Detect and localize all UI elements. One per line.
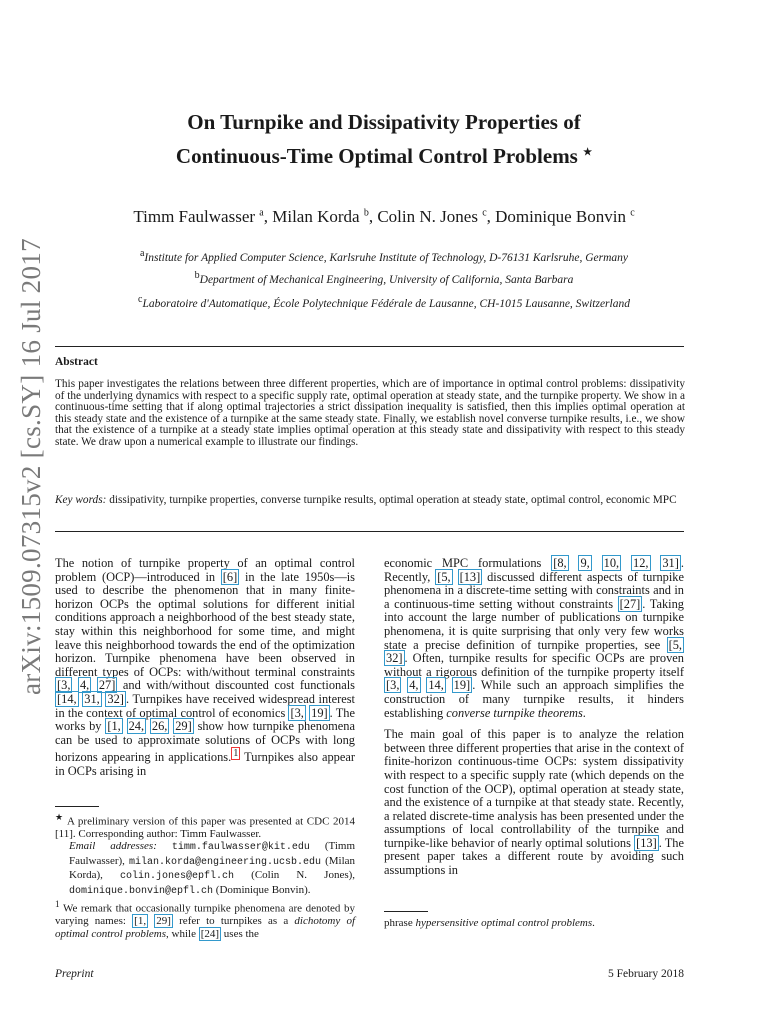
- citation-link[interactable]: [6]: [222, 569, 238, 584]
- affiliation-text: Laboratoire d'Automatique, École Polytechnique Fédérale de Lausanne, CH-1015 Lausanne, Switzerland: [142, 297, 630, 310]
- citation-link[interactable]: [24]: [200, 927, 220, 940]
- affiliation-mark: b: [194, 270, 200, 281]
- citation-link[interactable]: [27]: [619, 596, 641, 611]
- intro-paragraph: The notion of turnpike property of an optimal control problem (OCP)—introduced in [6] in the late 1950s—is used to describe the phenomenon that in many finite-horizon OCPs the optimal solutions for different initial conditions approach a neighborhood of the best steady state, stay within this neighborhood for some time, and might leave this neighborhood towards the end of the optimization horizon. Turnpike phenomena have been observed in different types of OCPs: with/without terminal constraints [3, 4, 27] and with/without discounted cost functionals [14, 31, 32] . Turnpikes have received widespread interest in the context of optimal control of economics [3, 19] . The works by [1, 24, 26, 29] show how turnpike phenomena can be used to approximate solutions of OCPs with long horizons appearing in applications. $^1$ Turnpikes also appear in OCPs arising in: [55, 556, 355, 779]
- citation-link[interactable]: [1,: [134, 915, 147, 928]
- citation-link[interactable]: [1,: [107, 719, 121, 734]
- author-name: Colin N. Jones: [377, 207, 478, 226]
- affiliation: [0, 294, 768, 310]
- author-name: Timm Faulwasser: [133, 207, 256, 226]
- left-column: [55, 557, 355, 787]
- affiliation: [0, 248, 768, 264]
- email-addresses: Email addresses: timm.faulwasser@kit.edu (Timm Faulwasser), milan.korda@engineering.ucsb.edu (Milan Korda), colin.jones@epfl.ch (Colin N. Jones), dominique.bonvin@epfl.ch (Dominique Bonvin).: [69, 840, 356, 897]
- footnote-link[interactable]: 1: [233, 748, 239, 760]
- citation-link[interactable]: 29]: [156, 915, 171, 928]
- body-paragraph: The main goal of this paper is to analyze the relation between three different properties that arise in the context of finite-horizon continuous-time OCPs: system dissipativity with respect to a specific supply rate (which depends on the cost function of the OCP), optimal operation at steady state, and the existence of a turnpike at that steady state. Recently, a related discrete-time analysis has been presented under the assumptions of local controllability of the turnpike and turnpike-like behavior of nearly optimal solutions [13] . The present paper takes a different route by avoiding such assumptions in: [384, 727, 684, 878]
- citation-link[interactable]: [5,: [437, 569, 451, 584]
- affiliation-text: Institute for Applied Computer Science, Karlsruhe Institute of Technology, D-76131 Karlsruhe, Germany: [144, 251, 629, 264]
- citation-link[interactable]: 19]: [311, 705, 328, 720]
- footnote-rule: [384, 911, 428, 912]
- footnote-continuation: phrase hypersensitive optimal control problems.: [384, 917, 595, 929]
- affiliation: [0, 270, 768, 286]
- citation-link[interactable]: 26,: [151, 719, 168, 734]
- citation-link[interactable]: 24,: [128, 719, 145, 734]
- author-affiliation-mark: b: [363, 207, 369, 219]
- citation-link[interactable]: 32]: [107, 691, 124, 706]
- arxiv-identifier: arXiv:1509.07315v2 [cs.SY] 16 Jul 2017: [16, 238, 46, 695]
- paper-title-text: Continuous-Time Optimal Control Problems: [175, 144, 578, 168]
- email-link[interactable]: timm.faulwasser@kit.edu: [171, 842, 310, 854]
- author-affiliation-mark: a: [259, 207, 264, 219]
- author-name: Dominique Bonvin: [495, 207, 626, 226]
- citation-link[interactable]: [3,: [290, 705, 304, 720]
- author-affiliation-mark: c: [630, 207, 635, 219]
- citation-link[interactable]: [8,: [553, 556, 567, 570]
- keywords-label: Key words:: [55, 494, 107, 506]
- citation-link[interactable]: [3,: [386, 678, 400, 693]
- footnote-rule: [55, 806, 99, 807]
- author-list: Timm Faulwasser $^a$, Milan Korda $^b$, Colin N. Jones $^c$, Dominique Bonvin $^c$: [133, 207, 635, 226]
- citation-link[interactable]: 31]: [662, 556, 679, 570]
- abstract-bottom-rule: [55, 531, 684, 532]
- abstract-text: This paper investigates the relations between three different properties, which are of importance in optimal control problems: dissipativity of the underlying dynamics with respect to a specific supply rate, optimal operation at steady state, and the turnpike property. We show in a continuous-time setting that if along optimal trajectories a strict dissipation inequality is satisfied, then this implies optimal operation at this steady state and the existence of a turnpike at the same steady state. Finally, we establish novel converse turnpike results, i.e., we show that the existence of a turnpike at a steady state implies optimal operation at this steady state and dissipativity with respect to this steady state. We draw upon a numerical example to illustrate our findings.: [55, 378, 685, 448]
- affiliation-mark: c: [138, 294, 143, 305]
- citation-link[interactable]: 12,: [633, 556, 649, 570]
- paper-title-line2: [0, 137, 768, 172]
- star-footnote: ★ A preliminary version of this paper was presented at CDC 2014 [11]. Corresponding author: Timm Faulwasser.: [55, 812, 355, 841]
- footnote-1: $^1$ We remark that occasionally turnpike phenomena are denoted by varying names: [1, 29] refer to turnpikes as a dichotomy of optimal control problems, while [24] uses the: [55, 899, 355, 940]
- citation-link[interactable]: [14,: [57, 691, 77, 706]
- citation-link[interactable]: 31,: [84, 691, 100, 706]
- keywords-text: dissipativity, turnpike properties, converse turnpike results, optimal operation at steady state, optimal control, economic MPC: [109, 494, 677, 506]
- footer-date: 5 February 2018: [607, 968, 684, 980]
- citation-link[interactable]: 29]: [175, 719, 192, 734]
- email-link[interactable]: dominique.bonvin@epfl.ch: [69, 885, 214, 897]
- abstract-heading: Abstract: [55, 356, 98, 368]
- keywords: [55, 494, 685, 506]
- abstract-top-rule: [55, 346, 684, 347]
- citation-link[interactable]: 4,: [409, 678, 419, 693]
- citation-link[interactable]: 19]: [453, 678, 471, 693]
- citation-link[interactable]: 14,: [428, 678, 444, 693]
- citation-link[interactable]: 10,: [603, 556, 620, 570]
- author-name: Milan Korda: [272, 207, 360, 226]
- citation-link[interactable]: [5,: [668, 637, 682, 652]
- citation-link[interactable]: 32]: [386, 651, 403, 666]
- footer-left: Preprint: [55, 968, 94, 980]
- footnotes: [55, 811, 355, 940]
- affiliation-text: Department of Mechanical Engineering, University of California, Santa Barbara: [199, 273, 574, 286]
- right-column: [384, 557, 684, 886]
- citation-link[interactable]: 4,: [79, 678, 90, 693]
- citation-link[interactable]: 9,: [580, 556, 590, 570]
- email-link[interactable]: milan.korda@engineering.ucsb.edu: [128, 856, 321, 868]
- citation-link[interactable]: 27]: [98, 678, 116, 693]
- citation-link[interactable]: [13]: [459, 569, 481, 584]
- citation-link[interactable]: [13]: [636, 835, 657, 850]
- author-affiliation-mark: c: [482, 207, 487, 219]
- body-paragraph: economic MPC formulations [8, 9, 10, 12, 31] . Recently, [5, [13] discussed different aspects of turnpike phenomena in a discrete-time setting with constraints and in a continuous-time setting without constraints [27] . Taking into account the large number of publications on turnpike phenomena, it is quite surprising that only very few works state a precise definition of turnpike properties, see [5, 32] . Often, turnpike results for specific OCPs are proven without a rigorous definition of the turnpike property itself [3, 4, 14, 19] . While such an approach simplifies the construction of many turnpike results, it hinders establishing converse turnpike theorems.: [384, 556, 684, 720]
- citation-link[interactable]: [3,: [57, 678, 71, 693]
- paper-title-line1: On Turnpike and Dissipativity Properties of: [187, 110, 581, 134]
- affiliation-mark: a: [139, 248, 145, 259]
- email-link[interactable]: colin.jones@epfl.ch: [120, 871, 235, 883]
- title-footnote-star: ★: [583, 147, 593, 158]
